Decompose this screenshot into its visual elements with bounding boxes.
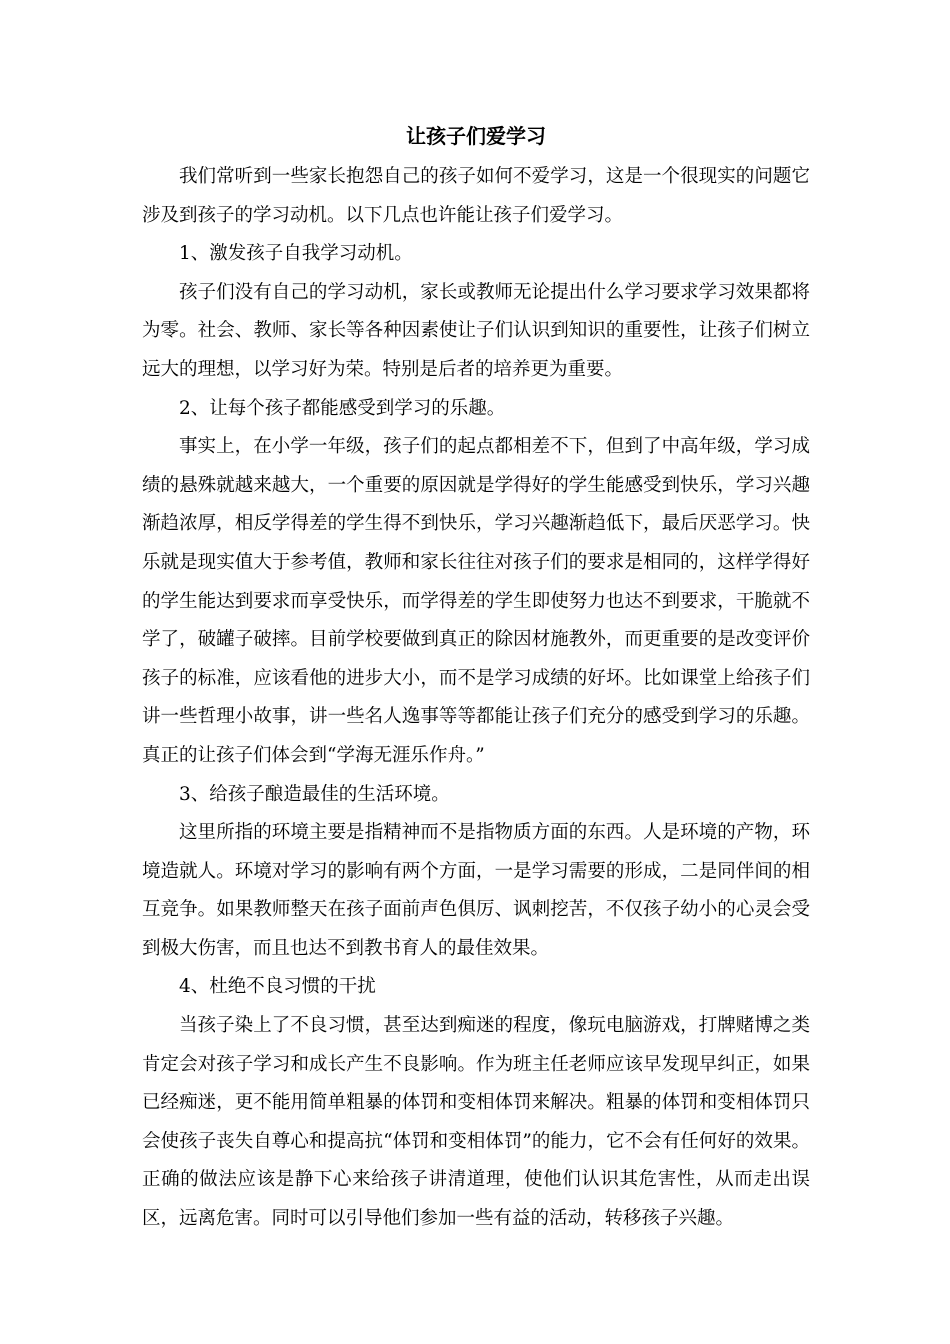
- document-title: 让孩子们爱学习: [406, 124, 546, 148]
- section-body-1: 孩子们没有自己的学习动机，家长或教师无论提出什么学习要求学习效果都将为零。社会、教师、家长等各种因素使让子们认识到知识的重要性，让孩子们树立远大的理想，以学习好为荣。特别是后者的培养更为重要。: [142, 281, 810, 380]
- section-heading-2: 2、让每个孩子都能感受到学习的乐趣。: [179, 397, 506, 419]
- section-heading-1: 1、激发孩子自我学习动机。: [179, 243, 413, 265]
- document-page: [142, 122, 810, 1239]
- section-body-2: 事实上，在小学一年级，孩子们的起点都相差不下，但到了中高年级，学习成绩的悬殊就越来越大，一个重要的原因就是学得好的学生能感受到快乐，学习兴趣渐趋浓厚，相反学得差的学生得不到快乐，学习兴趣渐趋低下，最后厌恶学习。快乐就是现实值大于参考值，教师和家长往往对孩子们的要求是相同的，这样学得好的学生能达到要求而享受快乐，而学得差的学生即使努力也达不到要求，干脆就不学了，破罐子破摔。目前学校要做到真正的除因材施教外，而更重要的是改变评价孩子的标准，应该看他的进步大小，而不是学习成绩的好坏。比如课堂上给孩子们讲一些哲理小故事，讲一些名人逸事等等都能让孩子们充分的感受到学习的乐趣。真正的让孩子们体会到“学海无涯乐作舟。”: [142, 436, 810, 766]
- section-heading-3: 3、给孩子酿造最佳的生活环境。: [179, 783, 450, 805]
- section-body-3: 这里所指的环境主要是指精神而不是指物质方面的东西。人是环境的产物，环境造就人。环境对学习的影响有两个方面，一是学习需要的形成，二是同伴间的相互竞争。如果教师整天在孩子面前声色俱厉、讽刺挖苦，不仅孩子幼小的心灵会受到极大伤害，而且也达不到教书育人的最佳效果。: [142, 822, 810, 959]
- section-body-4: 当孩子染上了不良习惯，甚至达到痴迷的程度，像玩电脑游戏，打牌赌博之类肯定会对孩子学习和成长产生不良影响。作为班主任老师应该早发现早纠正，如果已经痴迷，更不能用简单粗暴的体罚和变相体罚来解决。粗暴的体罚和变相体罚只会使孩子丧失自尊心和提高抗“体罚和变相体罚”的能力，它不会有任何好的效果。正确的做法应该是静下心来给孩子讲清道理，使他们认识其危害性，从而走出误区，远离危害。同时可以引导他们参加一些有益的活动，转移孩子兴趣。: [142, 1015, 810, 1230]
- intro-paragraph: 我们常听到一些家长抱怨自己的孩子如何不爱学习，这是一个很现实的问题它涉及到孩子的学习动机。以下几点也许能让孩子们爱学习。: [142, 166, 810, 226]
- section-heading-4: 4、杜绝不良习惯的干扰: [179, 976, 376, 998]
